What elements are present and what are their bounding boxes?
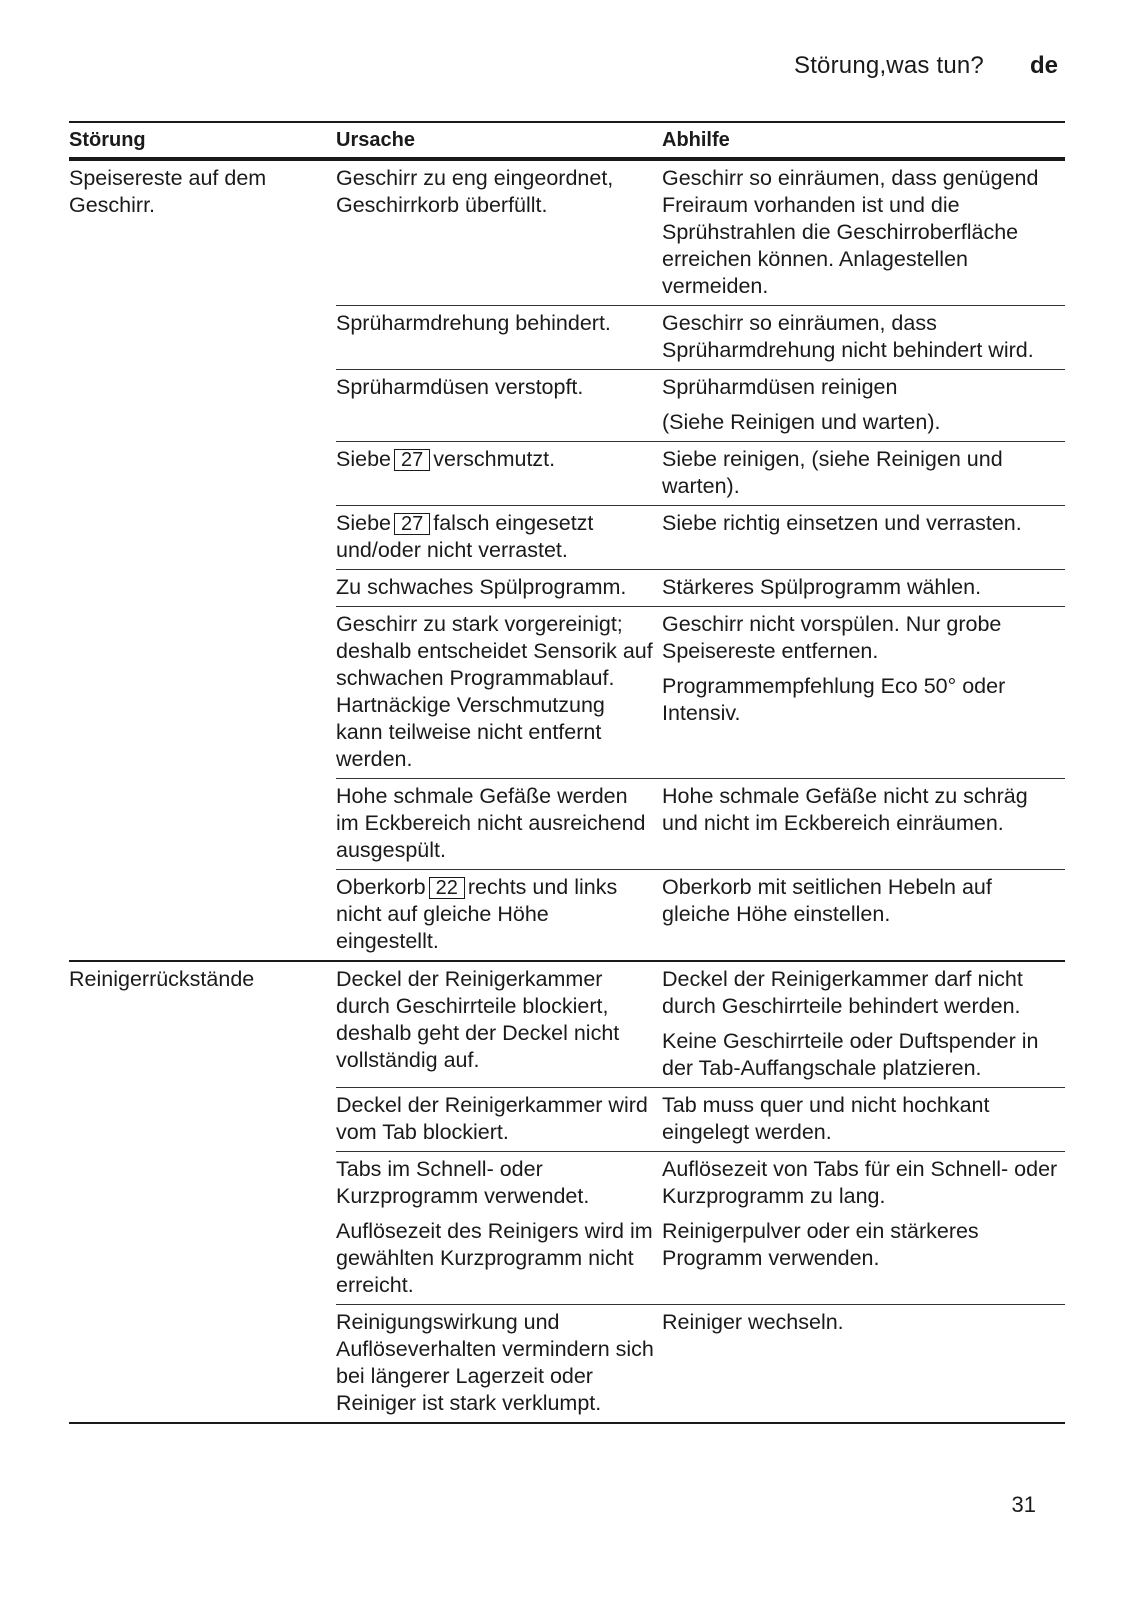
- remedy-cell: [662, 446, 1065, 500]
- language-code: de: [1029, 52, 1058, 79]
- table-row: [336, 369, 1065, 441]
- cause-cell: Deckel der Reinigerkammer wird vom Tab blockiert.: [336, 1093, 648, 1144]
- table-row: [336, 1151, 1065, 1304]
- remedy-cell: [662, 1309, 1065, 1417]
- remedy-text: Hohe schmale Gefäße nicht zu schräg und nicht im Eckbereich einräumen.: [662, 784, 1028, 835]
- header-remedy: Abhilfe: [662, 129, 730, 151]
- cause-cell: Deckel der Reinigerkammer durch Geschirrteile blockiert, deshalb geht der Deckel nicht vollständig auf.: [336, 967, 620, 1072]
- section-title: Störung,was tun?: [793, 52, 984, 79]
- table-row: [336, 441, 1065, 505]
- remedy-text: Reinigerpulver oder ein stärkeres Programm verwenden.: [662, 1219, 979, 1270]
- problem-group: [69, 962, 1065, 1424]
- part-reference-box: 22: [429, 877, 465, 899]
- remedy-cell: [662, 1156, 1065, 1299]
- cause-cell: Geschirr zu eng eingeordnet, Geschirrkorb überfüllt.: [336, 166, 614, 217]
- remedy-text: Stärkeres Spülprogramm wählen.: [662, 575, 982, 599]
- table-row: [336, 778, 1065, 869]
- remedy-cell: [662, 510, 1065, 564]
- remedy-cell: [662, 374, 1065, 436]
- remedy-cell: [662, 165, 1065, 300]
- part-reference-box: 27: [394, 513, 430, 535]
- cause-text: Tabs im Schnell- oder Kurzprogramm verwendet.: [336, 1157, 590, 1208]
- remedy-cell: [662, 1092, 1065, 1146]
- remedy-cell: [662, 783, 1065, 864]
- cause-text: Auflösezeit des Reinigers wird im gewählten Kurzprogramm nicht erreicht.: [336, 1219, 653, 1297]
- table-row: [336, 1087, 1065, 1151]
- remedy-cell: [662, 966, 1065, 1082]
- table-row: [336, 505, 1065, 569]
- cause-cell: Reinigungswirkung und Auflöseverhalten vermindern sich bei längerer Lagerzeit oder Reiniger ist stark verklumpt.: [336, 1310, 654, 1415]
- cause-cell: Sprüharmdüsen verstopft.: [336, 375, 584, 399]
- cause-cell: Geschirr zu stark vorgereinigt; deshalb entscheidet Sensorik auf schwachen Programmablauf. Hartnäckige Verschmutzung kann teilweise nicht entfernt werden.: [336, 612, 653, 771]
- cause-text: Siebe: [336, 511, 391, 535]
- remedy-text: Sprüharmdüsen reinigen: [662, 375, 898, 399]
- cause-cell: [336, 446, 662, 500]
- cause-cell: Zu schwaches Spülprogramm.: [336, 575, 627, 599]
- cause-cell: [336, 510, 662, 564]
- remedy-text: Siebe reinigen, (siehe Reinigen und warten).: [662, 447, 1003, 498]
- remedy-text: Auflösezeit von Tabs für ein Schnell- oder Kurzprogramm zu lang.: [662, 1157, 1058, 1208]
- remedy-text: Siebe richtig einsetzen und verrasten.: [662, 511, 1022, 535]
- remedy-text: Geschirr so einräumen, dass Sprüharmdrehung nicht behindert wird.: [662, 311, 1034, 362]
- cause-text: Siebe: [336, 447, 391, 471]
- table-row: [336, 606, 1065, 778]
- page-header: [794, 52, 1058, 80]
- remedy-text: Deckel der Reinigerkammer darf nicht durch Geschirrteile behindert werden.: [662, 967, 1023, 1018]
- part-reference-box: 27: [394, 449, 430, 471]
- troubleshooting-table: [69, 121, 1065, 1424]
- table-row: [336, 869, 1065, 960]
- remedy-cell: [662, 310, 1065, 364]
- cause-text: rechts und links nicht auf gleiche Höhe eingestellt.: [336, 875, 618, 953]
- problem-label: Speisereste auf dem Geschirr.: [69, 166, 267, 217]
- cause-cell: Hohe schmale Gefäße werden im Eckbereich nicht ausreichend ausgespült.: [336, 784, 646, 862]
- remedy-text: Oberkorb mit seitlichen Hebeln auf gleiche Höhe einstellen.: [662, 875, 992, 926]
- problem-label: Reinigerrückstände: [69, 967, 255, 991]
- cause-text: falsch eingesetzt und/oder nicht verrastet.: [336, 511, 594, 562]
- table-header: [69, 123, 1065, 161]
- remedy-cell: [662, 874, 1065, 955]
- table-row: [336, 962, 1065, 1087]
- header-cause: Ursache: [336, 129, 415, 151]
- cause-cell: Sprüharmdrehung behindert.: [336, 311, 611, 335]
- remedy-text: Geschirr so einräumen, dass genügend Freiraum vorhanden ist und die Sprühstrahlen die Geschirroberfläche erreichen können. Anlagestellen vermeiden.: [662, 166, 1039, 298]
- remedy-cell: [662, 574, 1065, 601]
- remedy-text: Programmempfehlung Eco 50° oder Intensiv.: [662, 674, 1006, 725]
- remedy-text: Tab muss quer und nicht hochkant eingelegt werden.: [662, 1093, 990, 1144]
- cause-text: Oberkorb: [336, 875, 426, 899]
- table-row: [336, 1304, 1065, 1422]
- table-row: [336, 305, 1065, 369]
- page-number: 31: [1011, 1492, 1036, 1517]
- remedy-cell: [662, 611, 1065, 773]
- remedy-text: Reiniger wechseln.: [662, 1310, 844, 1334]
- remedy-text: Geschirr nicht vorspülen. Nur grobe Speisereste entfernen.: [662, 612, 1002, 663]
- header-problem: Störung: [69, 129, 146, 151]
- remedy-text: (Siehe Reinigen und warten).: [662, 410, 941, 434]
- table-row: [336, 569, 1065, 606]
- cause-cell: [336, 1156, 662, 1299]
- problem-group: [69, 161, 1065, 962]
- cause-cell: [336, 874, 662, 955]
- remedy-text: Keine Geschirrteile oder Duftspender in der Tab-Auffangschale platzieren.: [662, 1029, 1039, 1080]
- table-row: [336, 161, 1065, 305]
- cause-text: verschmutzt.: [433, 447, 556, 471]
